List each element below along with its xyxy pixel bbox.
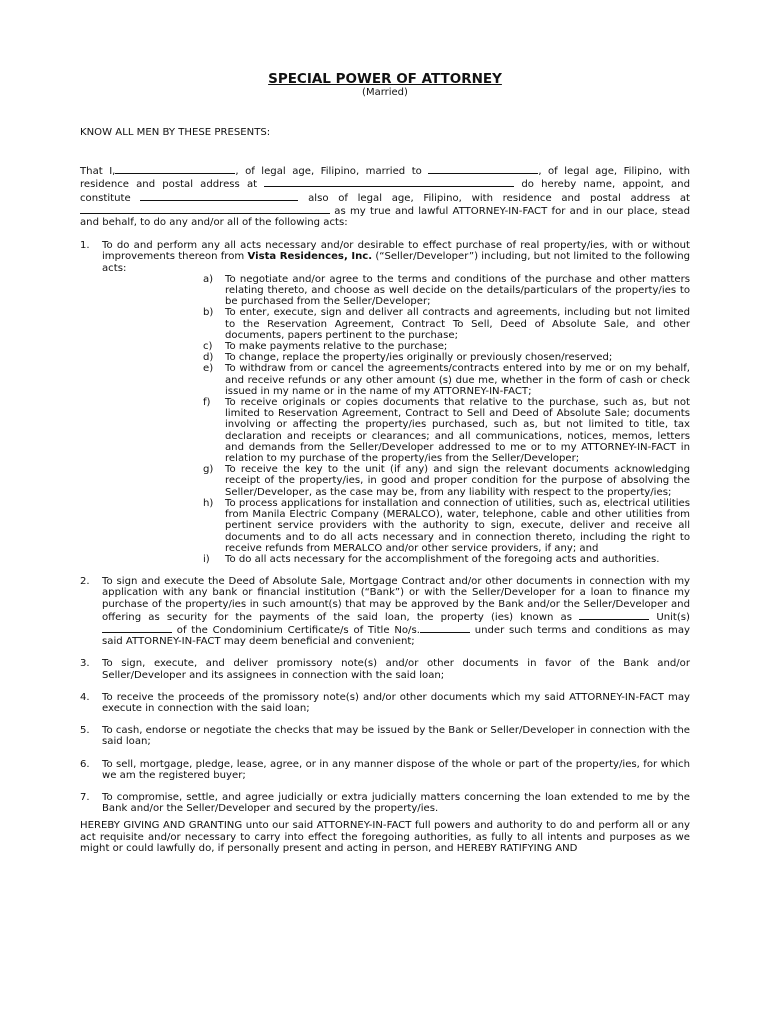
sub-list-item — [203, 363, 690, 397]
seller-name: Vista Residences, Inc. — [247, 251, 373, 263]
attorney-name-blank[interactable] — [140, 191, 298, 201]
sub-acts-list — [203, 274, 690, 565]
sub-item-text: To enter, execute, sign and deliver all contracts and agreements, including but not limited to the Reservation Agreement, Contract To Sell, Deed of Absolute Sale, and other documents, papers pertinent to the purchase; — [225, 307, 690, 341]
sub-list-item — [203, 464, 690, 498]
item-text: To do and perform any all acts necessary and/or desirable to effect purchase of real property/ies, with or without improvements thereon from — [102, 240, 690, 263]
closing-paragraph: HEREBY GIVING AND GRANTING unto our said ATTORNEY-IN-FACT full powers and authority to do and perform all or any act requisite and/or necessary to carry into effect the foregoing authorities, as fully to all intents and purposes as we might or could lawfully do, if personally present and acting in person, and HEREBY RATIFYING AND — [80, 820, 690, 854]
sub-item-text: To withdraw from or cancel the agreements/contracts entered into by me or on my behalf, and receive refunds or any other amount (s) due me, whether in the form of cash or check issued in my name or in the name of my ATTORNEY-IN-FACT; — [225, 363, 690, 397]
sub-item-letter: a) — [203, 273, 214, 285]
sub-item-text: To receive the key to the unit (if any) and sign the relevant documents acknowledging receipt of the property/ies, in good and proper condition for the purpose of absolving the Seller/Developer, as the case may be, from any liability with respect to the property/ies; — [225, 464, 690, 498]
document-title: SPECIAL POWER OF ATTORNEY — [268, 71, 502, 87]
sub-item-text: To make payments relative to the purchase; — [225, 341, 448, 353]
sub-item-letter: h) — [203, 497, 214, 509]
spouse-name-blank[interactable] — [428, 164, 538, 174]
sub-item-text: To negotiate and/or agree to the terms and conditions of the purchase and other matters relating thereto, and choose as well decide on the details/particulars of the property/ies to be purchased from the Seller/Developer; — [225, 273, 690, 308]
list-item — [80, 692, 690, 714]
item-text: of the Condominium Certificate/s of Title No/s. — [176, 624, 420, 636]
item-text: To receive the proceeds of the promissory note(s) and/or other documents which my said ATTORNEY-IN-FACT may execute in connection with the said loan; — [102, 691, 690, 714]
know-all-men-heading: KNOW ALL MEN BY THESE PRESENTS: — [80, 127, 271, 138]
item-number: 3. — [80, 658, 90, 670]
item-text: Unit(s) — [656, 611, 690, 623]
sub-item-letter: b) — [203, 307, 214, 319]
principal-address-blank[interactable] — [264, 177, 514, 187]
sub-list-item — [203, 307, 690, 341]
item-number: 1. — [80, 240, 90, 252]
item-number: 5. — [80, 725, 90, 737]
item-text: To cash, endorse or negotiate the checks that may be issued by the Bank or Seller/Developer in connection with the said loan; — [102, 725, 690, 748]
document-subtitle: (Married) — [362, 87, 408, 98]
item-text: To sell, mortgage, pledge, lease, agree, or in any manner dispose of the whole or part of the property/ies, for which we am the registered buyer; — [102, 758, 690, 781]
list-item — [80, 792, 690, 814]
item-number: 7. — [80, 791, 90, 803]
list-item — [80, 658, 690, 680]
property-name-blank[interactable] — [579, 610, 649, 620]
item-number: 2. — [80, 576, 90, 588]
attorney-address-blank[interactable] — [80, 204, 330, 214]
sub-item-letter: e) — [203, 363, 214, 375]
sub-item-text: To do all acts necessary for the accomplishment of the foregoing acts and authorities. — [225, 553, 660, 565]
item-text: under such terms and conditions as may said ATTORNEY-IN-FACT may deem beneficial and convenient; — [102, 624, 690, 648]
intro-text-2: , of legal age, Filipino, married to — [235, 166, 422, 178]
list-item — [80, 240, 690, 565]
acts-list — [80, 240, 690, 814]
intro-paragraph — [80, 164, 690, 228]
sub-item-letter: d) — [203, 352, 214, 364]
sub-item-text: To receive originals or copies documents that relative to the purchase, such as, but not limited to Reservation Agreement, Contract to Sell and Deed of Absolute Sale; documents involving or affecting the property/ies purchased, such as, but not limited to title, tax declaration and receipts or clearances; and all communications, notices, memos, letters and demands from the Seller/Developer addressed to me or to my ATTORNEY-IN-FACT in relation to my purchase of the property/ies from the Seller/Developer; — [225, 397, 690, 465]
item-text: To sign and execute the Deed of Absolute Sale, Mortgage Contract and/or other documents in connection with my application with any bank or financial institution (“Bank”) or with the Seller/Developer for a loan to finance my purchase of the property/ies in such amount(s) that may be approved by the Bank and/or the Seller/Developer and offering as security for the payments of the said loan, the property (ies) known as — [102, 576, 690, 623]
sub-list-item — [203, 341, 690, 352]
item-number: 4. — [80, 691, 90, 703]
sub-item-text: To change, replace the property/ies originally or previously chosen/reserved; — [225, 352, 613, 364]
sub-list-item — [203, 274, 690, 308]
sub-list-item — [203, 352, 690, 363]
item-text: To compromise, settle, and agree judicially or extra judicially matters concerning the loan extended to me by the Bank and/or the Seller/Developer and secured by the property/ies. — [102, 791, 690, 815]
title-number-blank[interactable] — [420, 623, 470, 633]
principal-name-blank[interactable] — [115, 164, 235, 174]
sub-item-letter: c) — [203, 341, 213, 353]
intro-text-4: do hereby name, appoint, and constitute — [80, 179, 690, 204]
sub-list-item — [203, 554, 690, 565]
sub-list-item — [203, 397, 690, 464]
intro-text-5: also of legal age, Filipino, with residence and postal address at — [308, 192, 691, 204]
intro-text-1: That I, — [80, 166, 116, 178]
list-item — [80, 725, 690, 747]
list-item — [80, 759, 690, 781]
item-number: 6. — [80, 758, 90, 770]
unit-number-blank[interactable] — [102, 623, 172, 633]
sub-item-text: To process applications for installation and connection of utilities, such as, electrical utilities from Manila Electric Company (MERALCO), water, telephone, cable and other utilities from pertinent service providers with the authority to sign, execute, deliver and receive all documents and to do all acts necessary and in connection thereto, including the right to receive refunds from MERALCO and/or other service providers, if any; and — [225, 497, 690, 554]
item-text: To sign, execute, and deliver promissory note(s) and/or other documents in favor of the Bank and/or Seller/Developer and its assignees in connection with the said loan; — [102, 658, 690, 681]
sub-item-letter: g) — [203, 464, 214, 476]
sub-item-letter: i) — [203, 553, 210, 565]
intro-text-6: as my true and lawful ATTORNEY-IN-FACT for and in our place, stead and behalf, to do any and/or all of the following acts: — [80, 205, 690, 229]
sub-item-letter: f) — [203, 397, 211, 409]
list-item — [80, 576, 690, 647]
sub-list-item — [203, 498, 690, 554]
intro-text-3: , of legal age, Filipino, with residence and postal address at — [80, 166, 690, 191]
item-text: (“Seller/Developer”) including, but not limited to the following acts: — [102, 251, 691, 274]
